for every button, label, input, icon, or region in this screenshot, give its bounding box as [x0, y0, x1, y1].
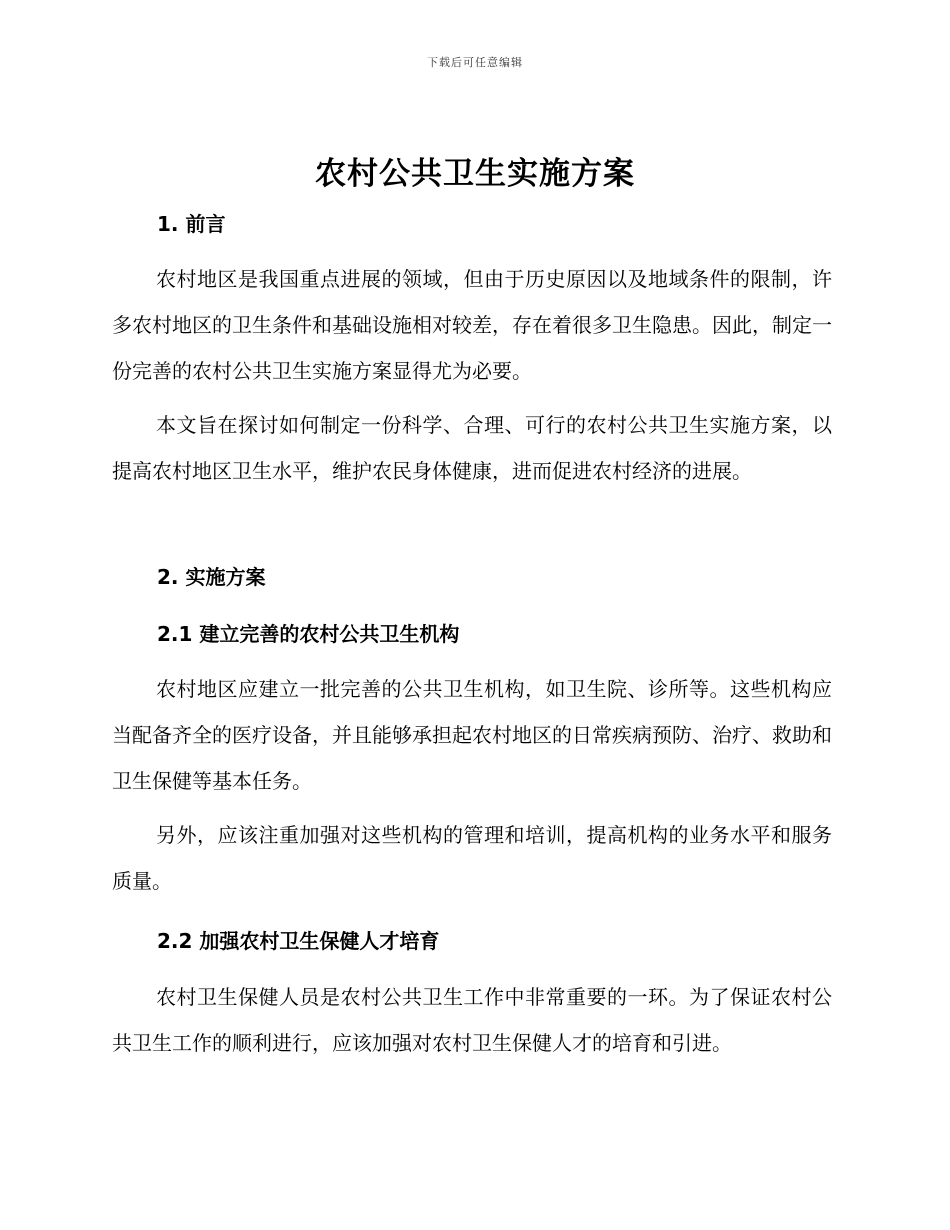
subsection-heading-2-2: 2.2 加强农村卫生保健人才培育 — [157, 929, 440, 953]
paragraph-preface-1: 农村地区是我国重点进展的领域，但由于历史原因以及地域条件的限制，许多农村地区的卫生条件和基础设施相对较差，存在着很多卫生隐患。因此，制定一份完善的农村公共卫生实施方案显得尤为必要。 — [112, 267, 832, 383]
section-heading-plan: 2. 实施方案 — [157, 565, 266, 589]
paragraph-preface-2: 本文旨在探讨如何制定一份科学、合理、可行的农村公共卫生实施方案，以提高农村地区卫生水平，维护农民身体健康，进而促进农村经济的进展。 — [112, 413, 832, 483]
document-title: 农村公共卫生实施方案 — [315, 156, 635, 192]
paragraph-2-1-2: 另外，应该注重加强对这些机构的管理和培训，提高机构的业务水平和服务质量。 — [112, 823, 832, 893]
section-heading-preface: 1. 前言 — [157, 212, 226, 236]
header-note: 下载后可任意编辑 — [427, 56, 523, 69]
paragraph-2-1-1: 农村地区应建立一批完善的公共卫生机构，如卫生院、诊所等。这些机构应当配备齐全的医疗设备，并且能够承担起农村地区的日常疾病预防、治疗、救助和卫生保健等基本任务。 — [112, 677, 832, 793]
subsection-heading-2-1: 2.1 建立完善的农村公共卫生机构 — [157, 622, 460, 646]
paragraph-2-2-1: 农村卫生保健人员是农村公共卫生工作中非常重要的一环。为了保证农村公共卫生工作的顺利进行，应该加强对农村卫生保健人才的培育和引进。 — [112, 985, 832, 1055]
